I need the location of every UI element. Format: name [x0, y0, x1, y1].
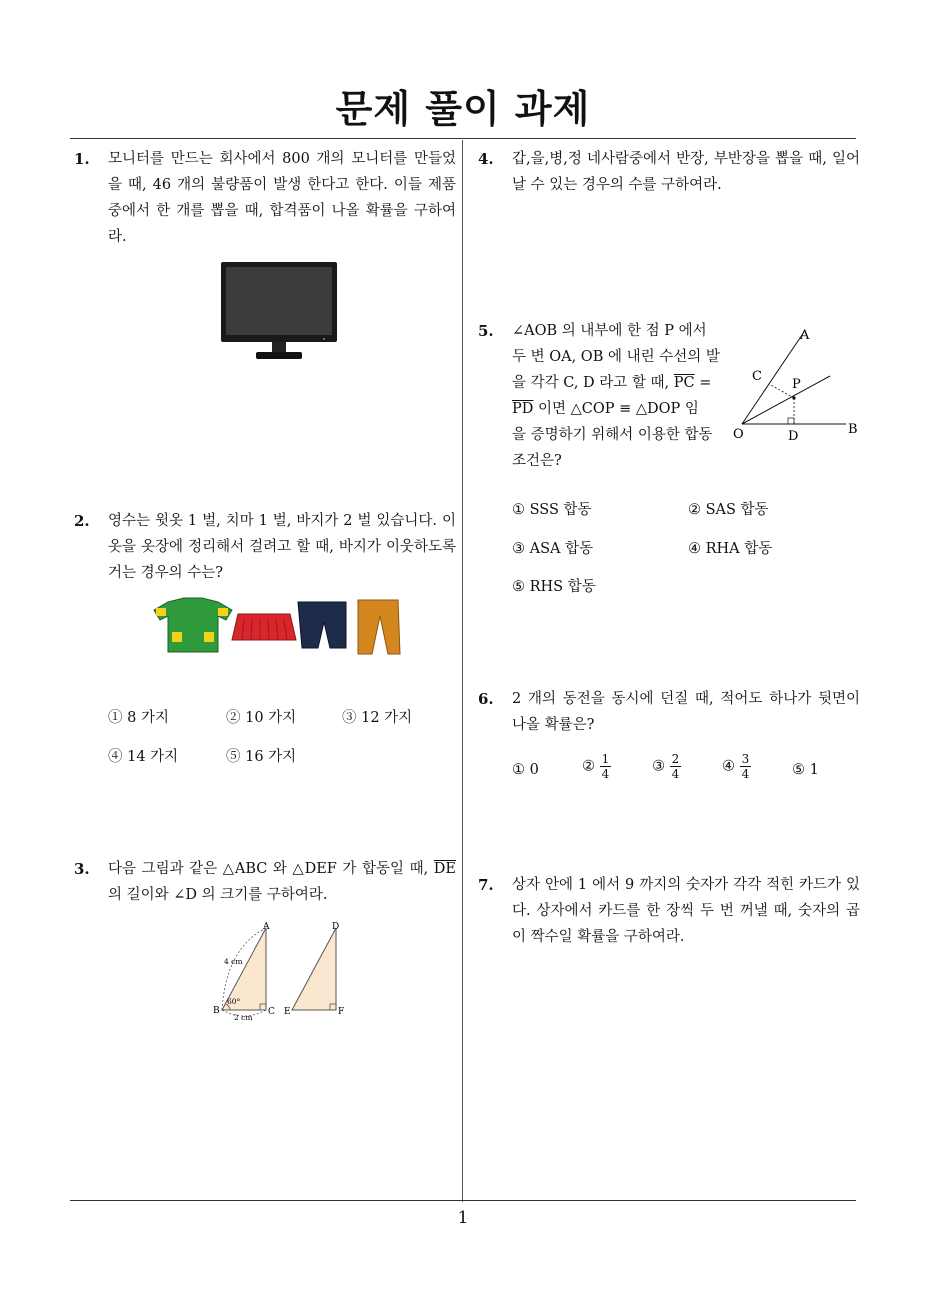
clothes-image	[152, 596, 408, 658]
label-e: E	[284, 1007, 291, 1017]
q5-option-5[interactable]: ⑤ RHS 합동	[512, 579, 596, 595]
q5-option-4[interactable]: ④ RHA 합동	[688, 541, 773, 557]
label-f: F	[338, 1007, 345, 1017]
q5-option-1[interactable]: ① SSS 합동	[512, 502, 592, 518]
question-3	[74, 856, 456, 908]
page-title: 문제 풀이 과제	[335, 87, 591, 131]
question-text: 갑,을,병,정 네사람중에서 반장, 부반장을 뽑을 때, 일어날 수 있는 경우의 수를 구하여라.	[512, 151, 860, 193]
question-number: 1.	[74, 150, 90, 168]
top-rule	[70, 138, 856, 139]
question-number: 4.	[478, 150, 494, 168]
label-c: C	[268, 1007, 275, 1017]
fraction: $\frac{2}{4}$	[671, 752, 680, 781]
question-text: 상자 안에 1 에서 9 까지의 숫자가 각각 적힌 카드가 있다. 상자에서 카드를 한 장씩 두 번 꺼낼 때, 숫자의 곱이 짝수일 확률을 구하여라.	[512, 877, 860, 945]
bottom-rule	[70, 1200, 856, 1201]
q5-option-2[interactable]: ② SAS 합동	[688, 502, 769, 518]
q2-option-5[interactable]: ⑤ 16 가지	[226, 749, 297, 765]
triangles-figure	[208, 918, 356, 1024]
label-c: C	[752, 369, 762, 384]
q6-option-1[interactable]: ① 0	[512, 762, 539, 778]
question-number: 6.	[478, 690, 494, 708]
question-5	[478, 318, 728, 474]
label-b: B	[213, 1006, 220, 1016]
label-b: B	[848, 422, 858, 437]
question-1	[74, 146, 456, 250]
label-a: A	[800, 328, 810, 343]
label-d: D	[332, 922, 340, 932]
label-side-bc: 2 cm	[234, 1013, 253, 1022]
monitor-image	[220, 260, 340, 364]
question-text: 모니터를 만드는 회사에서 800 개의 모니터를 만들었을 때, 46 개의 불량품이 발생 한다고 한다. 이들 제품중에서 한 개를 뽑을 때, 합격품이 나올 확률을 구하여라.	[108, 151, 456, 245]
label-a: A	[263, 922, 270, 932]
q6-option-5[interactable]: ⑤ 1	[792, 762, 819, 778]
label-side-ab: 4 cm	[224, 957, 243, 966]
q2-option-3[interactable]: ③ 12 가지	[342, 710, 413, 726]
label-d: D	[788, 429, 799, 444]
page-number: 1	[457, 1208, 469, 1228]
segment-de: $\overline{DE}$	[433, 861, 456, 877]
question-number: 2.	[74, 512, 90, 530]
question-text: ∠AOB 의 내부에 한 점 P 에서 두 변 OA, OB 에 내린 수선의 발 을 각각 C, D 라고 할 때, $\overline{PC}$ = $\overline{PD}$ 이면 △COP ≡ △DOP 임 을 증명하기 위해서 이용한 합동 조건은?	[512, 323, 720, 469]
label-angle: 60°	[227, 997, 241, 1006]
question-6	[478, 686, 860, 738]
question-2	[74, 508, 456, 586]
fraction: $\frac{1}{4}$	[601, 752, 610, 781]
q2-option-1[interactable]: ① 8 가지	[108, 710, 169, 726]
question-number: 5.	[478, 322, 494, 340]
question-number: 3.	[74, 860, 90, 878]
question-text: 다음 그림과 같은 △ABC 와 △DEF 가 합동일 때, $\overline{DE}$ 의 길이와 ∠D 의 크기를 구하여라.	[108, 861, 456, 903]
label-p: P	[792, 377, 801, 392]
q2-option-4[interactable]: ④ 14 가지	[108, 749, 179, 765]
question-7	[478, 872, 860, 950]
fraction: $\frac{3}{4}$	[741, 752, 750, 781]
label-o: O	[733, 427, 744, 442]
question-text: 영수는 윗옷 1 벌, 치마 1 벌, 바지가 2 벌 있습니다. 이 옷을 옷장에 정리해서 걸려고 할 때, 바지가 이웃하도록 거는 경우의 수는?	[108, 513, 456, 581]
q5-option-3[interactable]: ③ ASA 합동	[512, 541, 594, 557]
q6-option-3[interactable]: ③ $\frac{2}{4}$	[652, 752, 680, 781]
question-number: 7.	[478, 876, 494, 894]
question-text: 2 개의 동전을 동시에 던질 때, 적어도 하나가 뒷면이 나올 확률은?	[512, 691, 860, 733]
column-divider	[462, 140, 463, 1202]
q6-option-2[interactable]: ② $\frac{1}{4}$	[582, 752, 610, 781]
angle-figure	[728, 322, 862, 446]
q2-option-2[interactable]: ② 10 가지	[226, 710, 297, 726]
q6-option-4[interactable]: ④ $\frac{3}{4}$	[722, 752, 750, 781]
question-4	[478, 146, 860, 198]
